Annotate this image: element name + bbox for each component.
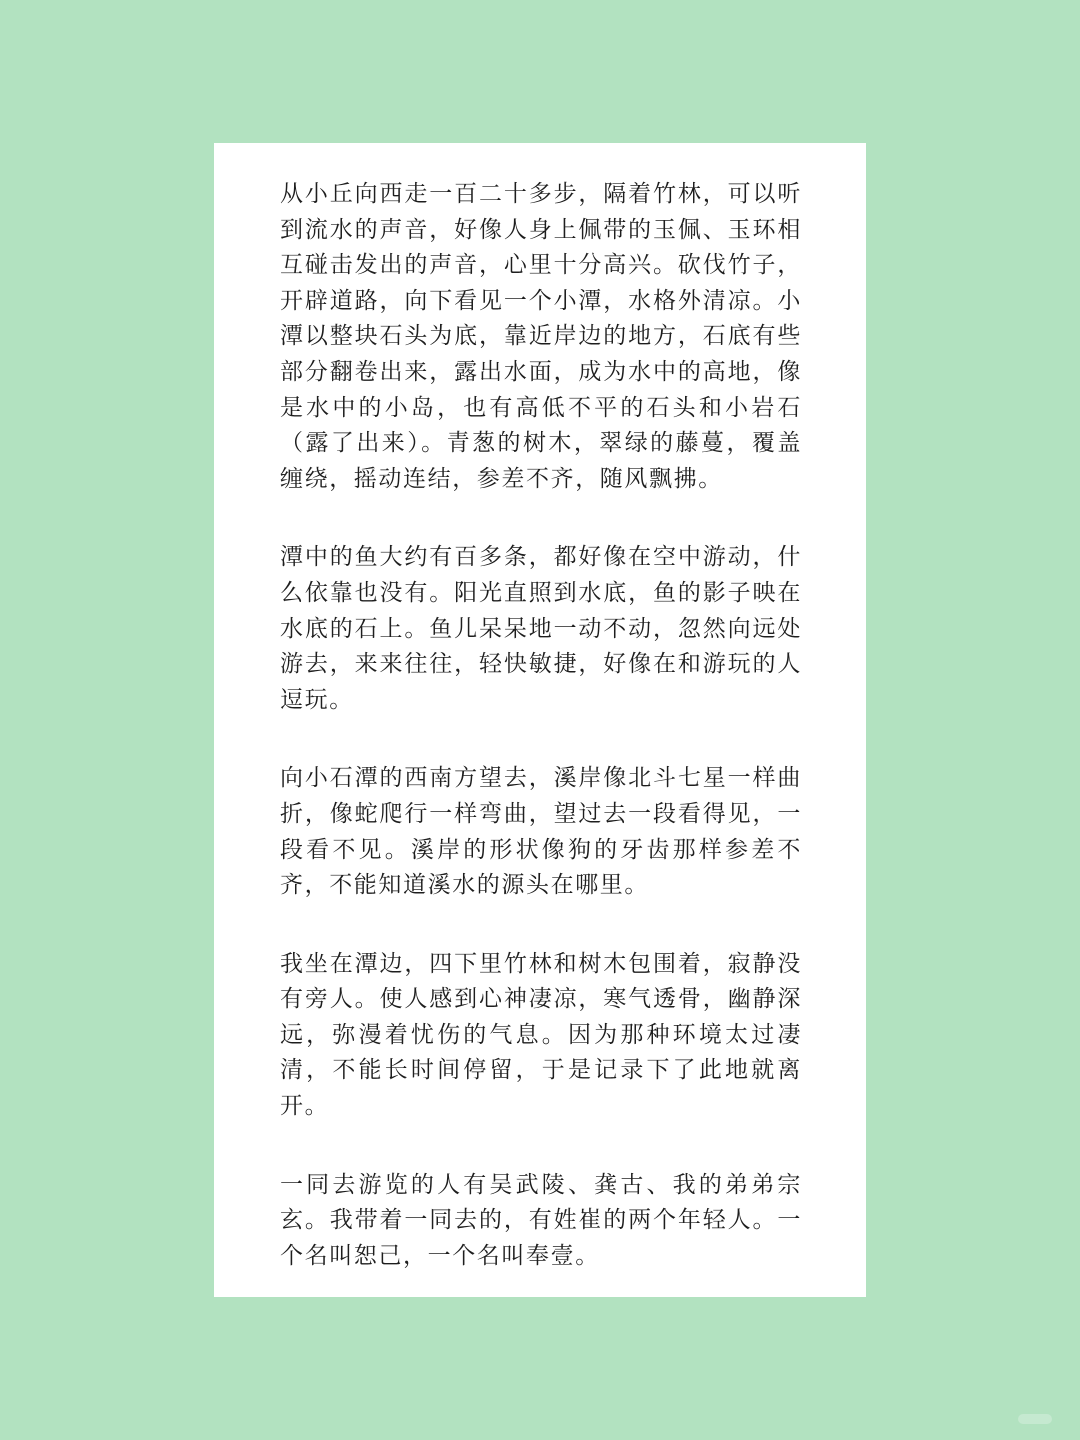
text-card bbox=[214, 143, 866, 1297]
paragraph-5: 一同去游览的人有吴武陵、龚古、我的弟弟宗玄。我带着一同去的，有姓崔的两个年轻人。一个名叫恕己，一个名叫奉壹。 bbox=[280, 1171, 802, 1269]
paragraph-1: 从小丘向西走一百二十多步，隔着竹林，可以听到流水的声音，好像人身上佩带的玉佩、玉环相互碰击发出的声音，心里十分高兴。砍伐竹子，开辟道路，向下看见一个小潭，水格外清凉。小潭以整块石头为底，靠近岸边的地方，石底有些部分翻卷出来，露出水面，成为水中的高地，像是水中的小岛，也有高低不平的石头和小岩石（露了出来）。青葱的树木，翠绿的藤蔓，覆盖缠绕，摇动连结，参差不齐，随风飘拂。 bbox=[280, 181, 802, 492]
watermark-mark bbox=[1018, 1414, 1052, 1424]
paragraph-2: 潭中的鱼大约有百多条，都好像在空中游动，什么依靠也没有。阳光直照到水底，鱼的影子映在水底的石上。鱼儿呆呆地一动不动，忽然向远处游去，来来往往，轻快敏捷，好像在和游玩的人逗玩。 bbox=[280, 544, 802, 713]
paragraph-4: 我坐在潭边，四下里竹林和树木包围着，寂静没有旁人。使人感到心神凄凉，寒气透骨，幽静深远，弥漫着忧伤的气息。因为那种环境太过凄清，不能长时间停留，于是记录下了此地就离开。 bbox=[280, 950, 802, 1120]
paragraph-3: 向小石潭的西南方望去，溪岸像北斗七星一样曲折，像蛇爬行一样弯曲，望过去一段看得见，一段看不见。溪岸的形状像狗的牙齿那样参差不齐，不能知道溪水的源头在哪里。 bbox=[280, 765, 802, 899]
